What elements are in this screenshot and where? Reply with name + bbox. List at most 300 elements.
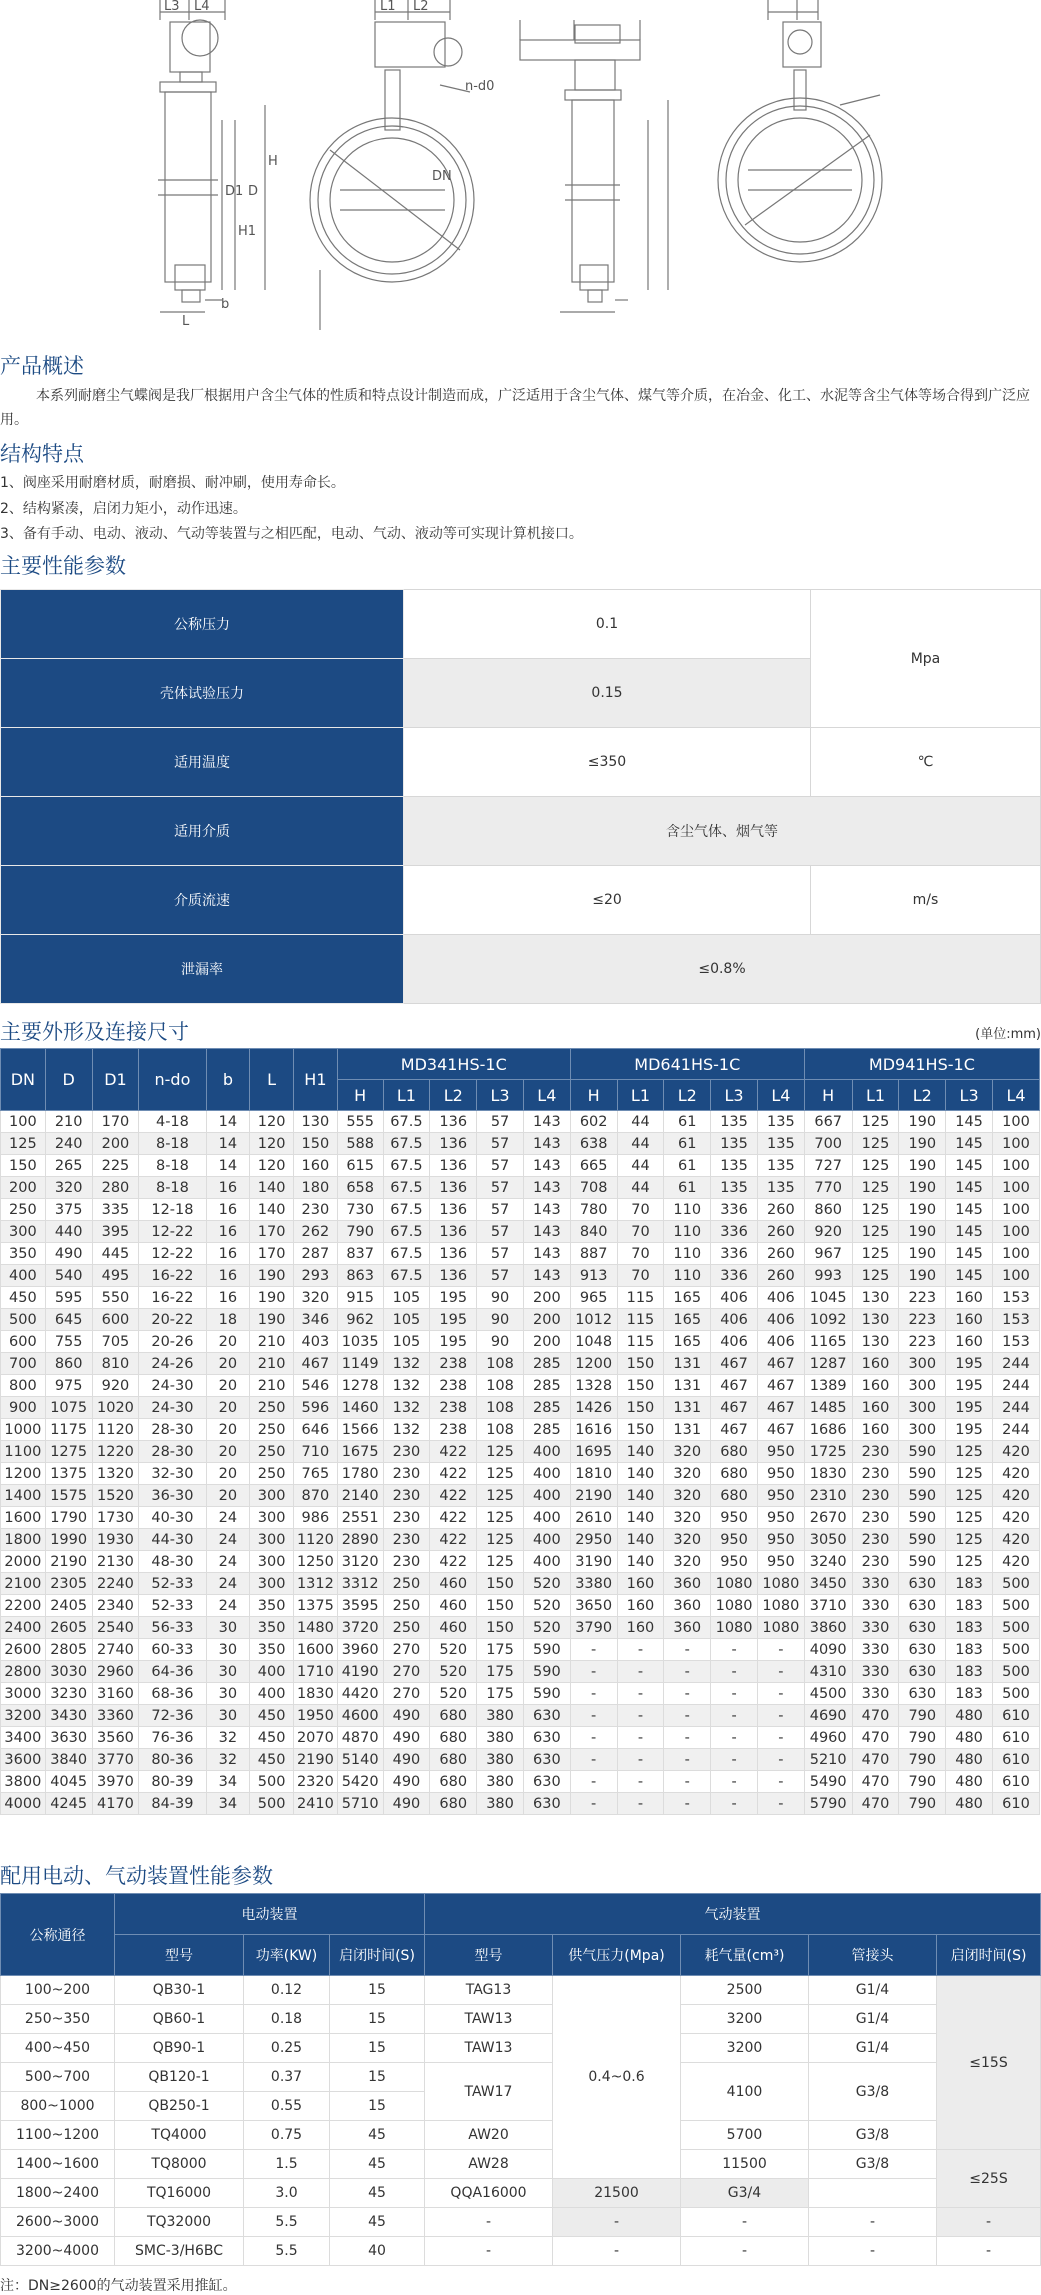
table-cell: 467 xyxy=(757,1353,804,1375)
table-cell: 4960 xyxy=(804,1727,852,1749)
dim-h-fixed: H1 xyxy=(294,1049,338,1111)
drv-row xyxy=(1,2237,1041,2266)
table-cell: 330 xyxy=(852,1661,899,1683)
table-cell: 610 xyxy=(992,1749,1039,1771)
drv-h-dn: 公称通径 xyxy=(1,1894,115,1976)
table-cell: 16 xyxy=(206,1177,250,1199)
drv-e-model: QB250-1 xyxy=(115,2092,244,2121)
table-cell: 520 xyxy=(523,1595,570,1617)
table-cell: - xyxy=(757,1793,804,1815)
table-cell: 143 xyxy=(523,1265,570,1287)
table-cell: 230 xyxy=(383,1551,430,1573)
table-cell: 330 xyxy=(852,1639,899,1661)
table-cell: 150 xyxy=(294,1133,338,1155)
table-cell: 490 xyxy=(383,1793,430,1815)
table-cell: 2890 xyxy=(337,1529,383,1551)
drv-e-power: 0.55 xyxy=(244,2092,330,2121)
table-cell: 125 xyxy=(852,1177,899,1199)
table-cell: 2540 xyxy=(92,1617,139,1639)
table-cell: 3120 xyxy=(337,1551,383,1573)
table-cell: 380 xyxy=(477,1771,524,1793)
table-cell: 920 xyxy=(804,1221,852,1243)
table-cell: 16 xyxy=(206,1243,250,1265)
table-cell: 130 xyxy=(852,1287,899,1309)
dim-label-d: D xyxy=(248,184,259,199)
table-cell: 68-36 xyxy=(139,1683,206,1705)
table-cell: 950 xyxy=(757,1551,804,1573)
table-cell: 195 xyxy=(430,1331,477,1353)
table-cell: 150 xyxy=(477,1573,524,1595)
table-cell: 150 xyxy=(477,1617,524,1639)
drv-dn: 500~700 xyxy=(1,2063,115,2092)
table-cell: 3720 xyxy=(337,1617,383,1639)
table-cell: 120 xyxy=(250,1111,294,1133)
table-cell: 395 xyxy=(92,1221,139,1243)
perf-value: 0.1 xyxy=(404,590,811,659)
table-cell: 500 xyxy=(1,1309,46,1331)
table-cell: 160 xyxy=(617,1595,664,1617)
dim-h-group: MD941HS-1C xyxy=(804,1049,1039,1080)
table-cell: 140 xyxy=(617,1463,664,1485)
table-cell: 57 xyxy=(477,1111,524,1133)
table-cell: 160 xyxy=(946,1309,993,1331)
table-cell: 422 xyxy=(430,1485,477,1507)
table-cell: 160 xyxy=(852,1375,899,1397)
table-cell: 130 xyxy=(294,1111,338,1133)
table-cell: 32-30 xyxy=(139,1463,206,1485)
dim-label-l4: L4 xyxy=(194,0,210,14)
table-cell: 680 xyxy=(430,1727,477,1749)
table-cell: 57 xyxy=(477,1155,524,1177)
table-cell: 30 xyxy=(206,1683,250,1705)
table-cell: 32 xyxy=(206,1727,250,1749)
table-cell: 336 xyxy=(711,1199,758,1221)
table-cell: 183 xyxy=(946,1639,993,1661)
perf-key: 适用介质 xyxy=(1,797,404,866)
table-cell: 230 xyxy=(852,1463,899,1485)
table-cell: 44 xyxy=(617,1133,664,1155)
table-cell: 1045 xyxy=(804,1287,852,1309)
table-cell: 406 xyxy=(711,1287,758,1309)
table-row xyxy=(1,1485,1040,1507)
dim-h-sub: L1 xyxy=(852,1080,899,1111)
table-cell: 285 xyxy=(523,1375,570,1397)
drv-p-model: - xyxy=(425,2208,553,2237)
drv-p-consumption: 21500 xyxy=(553,2179,681,2208)
table-cell: 100 xyxy=(992,1177,1039,1199)
table-cell: 336 xyxy=(711,1243,758,1265)
table-cell: - xyxy=(664,1705,711,1727)
table-cell: 3450 xyxy=(804,1573,852,1595)
table-cell: 667 xyxy=(804,1111,852,1133)
drv-e-time: 45 xyxy=(330,2150,425,2179)
table-cell: 125 xyxy=(477,1551,524,1573)
table-cell: 61 xyxy=(664,1177,711,1199)
table-cell: 590 xyxy=(523,1683,570,1705)
table-cell: 125 xyxy=(946,1485,993,1507)
table-cell: 108 xyxy=(477,1375,524,1397)
table-cell: 64-36 xyxy=(139,1661,206,1683)
table-cell: 238 xyxy=(430,1397,477,1419)
table-cell: 1035 xyxy=(337,1331,383,1353)
table-cell: 1080 xyxy=(711,1617,758,1639)
drv-p-model: TAW17 xyxy=(425,2063,553,2121)
table-cell: 183 xyxy=(946,1661,993,1683)
table-cell: 360 xyxy=(664,1617,711,1639)
table-cell: 143 xyxy=(523,1177,570,1199)
dim-label-l: L xyxy=(182,314,190,329)
table-cell: 230 xyxy=(383,1463,430,1485)
table-cell: 470 xyxy=(852,1793,899,1815)
table-cell: 18 xyxy=(206,1309,250,1331)
table-cell: 4-18 xyxy=(139,1111,206,1133)
table-cell: 14 xyxy=(206,1111,250,1133)
drv-p-consumption: 3200 xyxy=(681,2034,809,2063)
table-cell: 730 xyxy=(337,1199,383,1221)
table-cell: 140 xyxy=(617,1485,664,1507)
table-cell: - xyxy=(664,1749,711,1771)
table-cell: 80-36 xyxy=(139,1749,206,1771)
table-cell: 153 xyxy=(992,1331,1039,1353)
table-cell: 190 xyxy=(899,1199,946,1221)
table-cell: 190 xyxy=(250,1265,294,1287)
table-cell: 710 xyxy=(294,1441,338,1463)
perf-key: 公称压力 xyxy=(1,590,404,659)
table-cell: 1600 xyxy=(1,1507,46,1529)
drv-e-power: 0.75 xyxy=(244,2121,330,2150)
table-cell: 4245 xyxy=(45,1793,92,1815)
table-cell: 986 xyxy=(294,1507,338,1529)
table-cell: 223 xyxy=(899,1331,946,1353)
table-cell: 400 xyxy=(523,1507,570,1529)
table-cell: 440 xyxy=(45,1221,92,1243)
table-cell: 150 xyxy=(617,1419,664,1441)
drv-row xyxy=(1,2150,1041,2179)
table-cell: 293 xyxy=(294,1265,338,1287)
table-cell: 350 xyxy=(250,1639,294,1661)
drv-p-consumption: 11500 xyxy=(681,2150,809,2179)
drv-row xyxy=(1,2121,1041,2150)
table-cell: 490 xyxy=(383,1705,430,1727)
table-cell: 470 xyxy=(852,1771,899,1793)
table-cell: 190 xyxy=(899,1221,946,1243)
table-cell: 480 xyxy=(946,1771,993,1793)
table-cell: 346 xyxy=(294,1309,338,1331)
table-cell: 20 xyxy=(206,1375,250,1397)
table-cell: 1950 xyxy=(294,1705,338,1727)
drv-dn: 1400~1600 xyxy=(1,2150,115,2179)
table-cell: 145 xyxy=(946,1155,993,1177)
table-cell: 125 xyxy=(852,1155,899,1177)
drv-p-time: - xyxy=(937,2208,1041,2237)
table-cell: 300 xyxy=(899,1375,946,1397)
table-cell: 1250 xyxy=(294,1551,338,1573)
drv-h-e-power: 功率(KW) xyxy=(244,1935,330,1976)
table-cell: 380 xyxy=(477,1705,524,1727)
table-cell: 250 xyxy=(1,1199,46,1221)
table-cell: - xyxy=(617,1683,664,1705)
table-cell: 238 xyxy=(430,1353,477,1375)
drv-e-time: 15 xyxy=(330,2034,425,2063)
table-cell: 1480 xyxy=(294,1617,338,1639)
table-cell: 24 xyxy=(206,1573,250,1595)
table-cell: 1730 xyxy=(92,1507,139,1529)
table-cell: 422 xyxy=(430,1463,477,1485)
table-cell: 630 xyxy=(899,1595,946,1617)
table-cell: 380 xyxy=(477,1793,524,1815)
drv-e-power: 0.37 xyxy=(244,2063,330,2092)
table-cell: 610 xyxy=(992,1793,1039,1815)
table-cell: 3790 xyxy=(570,1617,617,1639)
table-cell: 546 xyxy=(294,1375,338,1397)
table-cell: 238 xyxy=(430,1375,477,1397)
table-cell: 336 xyxy=(711,1265,758,1287)
perf-unit-mpa: Mpa xyxy=(811,590,1041,728)
perf-row xyxy=(1,590,1041,659)
table-cell: 250 xyxy=(250,1397,294,1419)
drv-row xyxy=(1,1976,1041,2005)
table-cell: 36-30 xyxy=(139,1485,206,1507)
table-cell: 84-39 xyxy=(139,1793,206,1815)
table-cell: 44-30 xyxy=(139,1529,206,1551)
table-cell: 3560 xyxy=(92,1727,139,1749)
table-cell: 80-39 xyxy=(139,1771,206,1793)
drv-e-model: TQ16000 xyxy=(115,2179,244,2208)
drv-p-consumption: 3200 xyxy=(681,2005,809,2034)
table-cell: 375 xyxy=(45,1199,92,1221)
table-cell: 550 xyxy=(92,1287,139,1309)
table-cell: 467 xyxy=(711,1419,758,1441)
table-cell: 950 xyxy=(757,1485,804,1507)
perf-row xyxy=(1,935,1041,1004)
drv-e-model: SMC-3/H6BC xyxy=(115,2237,244,2266)
table-cell: 320 xyxy=(664,1463,711,1485)
table-cell: 422 xyxy=(430,1441,477,1463)
table-cell: 16 xyxy=(206,1221,250,1243)
table-row xyxy=(1,1177,1040,1199)
drv-p-joint: G1/4 xyxy=(809,2034,937,2063)
table-cell: 400 xyxy=(523,1529,570,1551)
table-cell: 230 xyxy=(852,1485,899,1507)
drv-e-time: 45 xyxy=(330,2179,425,2208)
table-cell: 300 xyxy=(250,1485,294,1507)
table-cell: 244 xyxy=(992,1353,1039,1375)
table-cell: 1200 xyxy=(1,1463,46,1485)
table-cell: 610 xyxy=(992,1727,1039,1749)
drv-p-time: ≤25S xyxy=(937,2150,1041,2208)
table-cell: 3630 xyxy=(45,1727,92,1749)
table-cell: 20 xyxy=(206,1397,250,1419)
table-cell: 727 xyxy=(804,1155,852,1177)
table-cell: 470 xyxy=(852,1727,899,1749)
drv-dn: 400~450 xyxy=(1,2034,115,2063)
dim-h-sub: L2 xyxy=(430,1080,477,1111)
drv-p-consumption: - xyxy=(681,2237,809,2266)
table-cell: 480 xyxy=(946,1793,993,1815)
table-cell: 262 xyxy=(294,1221,338,1243)
drv-dn: 1800~2400 xyxy=(1,2179,115,2208)
table-cell: 300 xyxy=(250,1573,294,1595)
table-cell: 915 xyxy=(337,1287,383,1309)
table-cell: 1616 xyxy=(570,1419,617,1441)
table-cell: - xyxy=(711,1771,758,1793)
table-cell: 500 xyxy=(992,1683,1039,1705)
table-cell: 145 xyxy=(946,1177,993,1199)
table-cell: 210 xyxy=(250,1331,294,1353)
table-cell: 630 xyxy=(523,1705,570,1727)
table-cell: 3650 xyxy=(570,1595,617,1617)
perf-unit: m/s xyxy=(811,866,1041,935)
dim-h-sub: L3 xyxy=(711,1080,758,1111)
drv-e-model: QB120-1 xyxy=(115,2063,244,2092)
table-cell: 3400 xyxy=(1,1727,46,1749)
table-cell: 1830 xyxy=(294,1683,338,1705)
drv-e-time: 15 xyxy=(330,2092,425,2121)
table-cell: 24-30 xyxy=(139,1375,206,1397)
perf-value: ≤20 xyxy=(404,866,811,935)
table-cell: 125 xyxy=(477,1463,524,1485)
drv-e-power: 1.5 xyxy=(244,2150,330,2179)
table-cell: 135 xyxy=(711,1155,758,1177)
table-cell: 1092 xyxy=(804,1309,852,1331)
table-cell: 680 xyxy=(430,1771,477,1793)
table-cell: 400 xyxy=(250,1683,294,1705)
table-cell: 300 xyxy=(899,1419,946,1441)
table-cell: 61 xyxy=(664,1133,711,1155)
table-cell: 300 xyxy=(250,1551,294,1573)
table-cell: 24 xyxy=(206,1551,250,1573)
table-cell: 20 xyxy=(206,1419,250,1441)
drv-e-power: 0.12 xyxy=(244,1976,330,2005)
table-cell: 490 xyxy=(45,1243,92,1265)
table-cell: 230 xyxy=(852,1441,899,1463)
drv-h-p-time: 启闭时间(S) xyxy=(937,1935,1041,1976)
table-cell: 1675 xyxy=(337,1441,383,1463)
table-cell: 1400 xyxy=(1,1485,46,1507)
perf-row xyxy=(1,728,1041,797)
table-cell: 110 xyxy=(664,1265,711,1287)
table-row xyxy=(1,1617,1040,1639)
table-cell: 320 xyxy=(294,1287,338,1309)
drv-dn: 100~200 xyxy=(1,1976,115,2005)
perf-row xyxy=(1,797,1041,866)
table-cell: 320 xyxy=(664,1485,711,1507)
table-cell: 5490 xyxy=(804,1771,852,1793)
table-cell: 1012 xyxy=(570,1309,617,1331)
table-cell: 1048 xyxy=(570,1331,617,1353)
drv-p-joint: G1/4 xyxy=(809,1976,937,2005)
table-cell: 1575 xyxy=(45,1485,92,1507)
table-row xyxy=(1,1573,1040,1595)
table-cell: 420 xyxy=(992,1441,1039,1463)
table-cell: 467 xyxy=(757,1375,804,1397)
table-cell: 1375 xyxy=(294,1595,338,1617)
table-cell: 136 xyxy=(430,1265,477,1287)
table-cell: 610 xyxy=(992,1771,1039,1793)
table-cell: 230 xyxy=(852,1529,899,1551)
table-cell: 150 xyxy=(1,1155,46,1177)
dim-h-sub: H xyxy=(804,1080,852,1111)
drv-p-consumption: 4100 xyxy=(681,2063,809,2121)
drv-e-model: QB60-1 xyxy=(115,2005,244,2034)
table-cell: 3380 xyxy=(570,1573,617,1595)
table-cell: 1600 xyxy=(294,1639,338,1661)
table-cell: 132 xyxy=(383,1397,430,1419)
dim-h-sub: L4 xyxy=(523,1080,570,1111)
table-cell: 320 xyxy=(664,1551,711,1573)
drv-p-time: - xyxy=(937,2237,1041,2266)
dim-h-sub: L3 xyxy=(946,1080,993,1111)
table-cell: 610 xyxy=(992,1705,1039,1727)
table-cell: 2950 xyxy=(570,1529,617,1551)
table-cell: - xyxy=(570,1749,617,1771)
drv-h-e-model: 型号 xyxy=(115,1935,244,1976)
table-cell: 1990 xyxy=(45,1529,92,1551)
table-cell: 4690 xyxy=(804,1705,852,1727)
table-cell: 2605 xyxy=(45,1617,92,1639)
table-cell: 422 xyxy=(430,1529,477,1551)
dim-h-fixed: DN xyxy=(1,1049,46,1111)
drv-p-pressure: - xyxy=(553,2208,681,2237)
table-cell: 270 xyxy=(383,1683,430,1705)
table-cell: 238 xyxy=(430,1419,477,1441)
table-cell: 350 xyxy=(1,1243,46,1265)
table-row xyxy=(1,1529,1040,1551)
table-cell: 34 xyxy=(206,1771,250,1793)
table-cell: 400 xyxy=(250,1661,294,1683)
table-cell: 67.5 xyxy=(383,1133,430,1155)
table-cell: 2070 xyxy=(294,1727,338,1749)
table-cell: 105 xyxy=(383,1331,430,1353)
table-cell: 195 xyxy=(946,1353,993,1375)
table-cell: - xyxy=(711,1749,758,1771)
table-cell: 320 xyxy=(664,1441,711,1463)
table-cell: 190 xyxy=(250,1309,294,1331)
table-cell: 450 xyxy=(250,1705,294,1727)
table-cell: 1520 xyxy=(92,1485,139,1507)
table-cell: 480 xyxy=(946,1727,993,1749)
table-cell: 20 xyxy=(206,1353,250,1375)
drv-h-p-joint: 管接头 xyxy=(809,1935,937,1976)
table-cell: 24 xyxy=(206,1595,250,1617)
drv-e-power: 5.5 xyxy=(244,2208,330,2237)
table-cell: 320 xyxy=(45,1177,92,1199)
table-cell: 520 xyxy=(430,1683,477,1705)
table-cell: 1312 xyxy=(294,1573,338,1595)
table-cell: 590 xyxy=(899,1551,946,1573)
table-cell: 920 xyxy=(92,1375,139,1397)
table-cell: 403 xyxy=(294,1331,338,1353)
table-cell: 2000 xyxy=(1,1551,46,1573)
table-cell: 57 xyxy=(477,1221,524,1243)
dim-h-sub: L3 xyxy=(477,1080,524,1111)
table-cell: 24-30 xyxy=(139,1397,206,1419)
table-cell: - xyxy=(617,1727,664,1749)
table-cell: 145 xyxy=(946,1133,993,1155)
table-cell: 755 xyxy=(45,1331,92,1353)
table-cell: 190 xyxy=(899,1243,946,1265)
table-cell: 680 xyxy=(711,1441,758,1463)
table-cell: 195 xyxy=(430,1287,477,1309)
table-cell: 3970 xyxy=(92,1771,139,1793)
drv-p-model: TAW13 xyxy=(425,2005,553,2034)
table-cell: 840 xyxy=(570,1221,617,1243)
table-cell: 90 xyxy=(477,1331,524,1353)
table-cell: 330 xyxy=(852,1595,899,1617)
table-cell: 125 xyxy=(477,1485,524,1507)
table-row xyxy=(1,1639,1040,1661)
table-cell: - xyxy=(711,1705,758,1727)
